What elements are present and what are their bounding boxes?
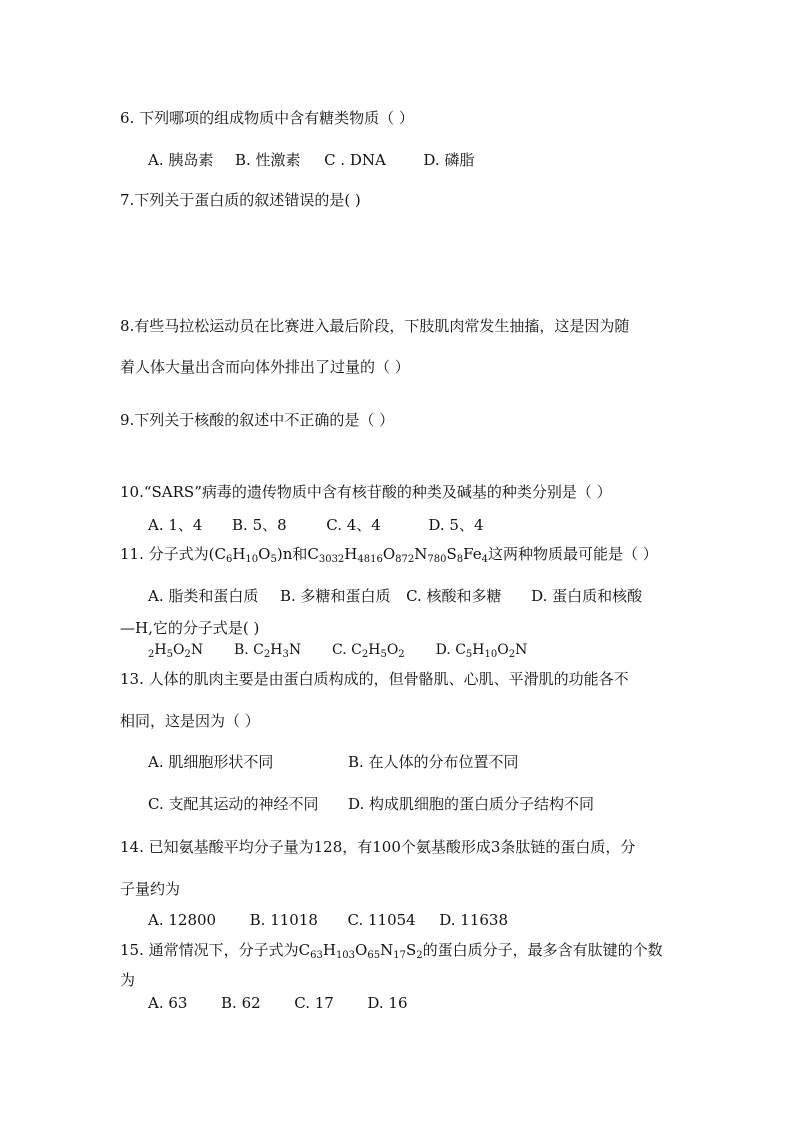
- question-12-stem: —H,它的分子式是( ): [120, 619, 260, 637]
- question-6-stem: 6. 下列哪项的组成物质中含有糖类物质（ ）: [120, 109, 414, 127]
- question-15-options: [148, 993, 408, 1013]
- option-b: B. 11018: [249, 911, 318, 929]
- question-6-options: [148, 150, 474, 170]
- question-13-line-1: 13. 人体的肌肉主要是由蛋白质构成的，但骨骼肌、心肌、平滑肌的功能各不: [120, 670, 629, 688]
- question-15-line-2: 为: [120, 971, 136, 989]
- question-14-line-2: 子量约为: [120, 880, 181, 898]
- option-d: D. 蛋白质和核酸: [531, 587, 643, 605]
- question-15-stem: 15. 通常情况下，分子式为$C_{63}H_{103}O_{65}N_{17}S_2$的蛋白质分子，最多含有肽键的个数: [120, 941, 663, 961]
- option-c: C . DNA: [324, 151, 386, 169]
- option-b: B. 多糖和蛋白质: [279, 587, 391, 605]
- option-b: B. 5、8: [232, 516, 287, 534]
- option-c: C. 11054: [347, 911, 416, 929]
- question-12-options: [148, 640, 527, 660]
- option-d: D. 11638: [439, 911, 509, 929]
- option-a: A. 1、4: [148, 516, 203, 534]
- option-d: D. $C_5H_{10}O_2N$: [435, 642, 528, 660]
- option-a: A. 12800: [148, 911, 217, 929]
- question-7-stem: 7.下列关于蛋白质的叙述错误的是( ): [120, 191, 361, 209]
- question-13-option-a: A. 肌细胞形状不同: [148, 753, 274, 771]
- question-11-stem: 11. 分子式为$(C_6H_{10}O_5)n$和$C_{3032}H_{4816}O_{872}N_{780}S_8Fe_4$这两种物质最可能是（ ）: [120, 545, 658, 565]
- option-b: B. 62: [221, 994, 261, 1012]
- option-a: A. 脂类和蛋白质: [148, 587, 259, 605]
- option-a: A. 胰岛素: [148, 151, 214, 169]
- option-c: C. 核酸和多糖: [406, 587, 502, 605]
- question-8-line-1: 8.有些马拉松运动员在比赛进入最后阶段，下肢肌肉常发生抽搐，这是因为随: [120, 317, 630, 335]
- question-9-stem: 9.下列关于核酸的叙述中不正确的是（ ）: [120, 411, 395, 429]
- option-d: D. 磷脂: [423, 151, 475, 169]
- option-a: $_2H_5O_2N$: [148, 642, 204, 660]
- question-8-line-2: 着人体大量出含而向体外排出了过量的（ ）: [120, 358, 410, 376]
- option-a: A. 63: [148, 994, 188, 1012]
- option-d: D. 5、4: [428, 516, 484, 534]
- question-13-option-c: C. 支配其运动的神经不同: [148, 795, 319, 813]
- question-13-option-b: B. 在人体的分布位置不同: [348, 753, 519, 771]
- question-13-option-d: D. 构成肌细胞的蛋白质分子结构不同: [348, 795, 595, 813]
- question-13-line-2: 相同，这是因为（ ）: [120, 712, 260, 730]
- question-14-options: [148, 910, 508, 930]
- question-10-options: [148, 515, 484, 535]
- option-b: B. $C_2H_3N$: [233, 642, 302, 660]
- option-c: C. 4、4: [326, 516, 381, 534]
- option-c: C. 17: [294, 994, 334, 1012]
- option-d: D. 16: [367, 994, 408, 1012]
- question-10-stem: 10.“SARS”病毒的遗传物质中含有核苷酸的种类及碱基的种类分别是（ ）: [120, 483, 612, 501]
- question-14-line-1: 14. 已知氨基酸平均分子量为128，有100个氨基酸形成3条肽链的蛋白质，分: [120, 838, 636, 856]
- option-c: C. $C_2H_5O_2$: [332, 642, 405, 660]
- question-11-options: [148, 586, 642, 606]
- option-b: B. 性激素: [234, 151, 301, 169]
